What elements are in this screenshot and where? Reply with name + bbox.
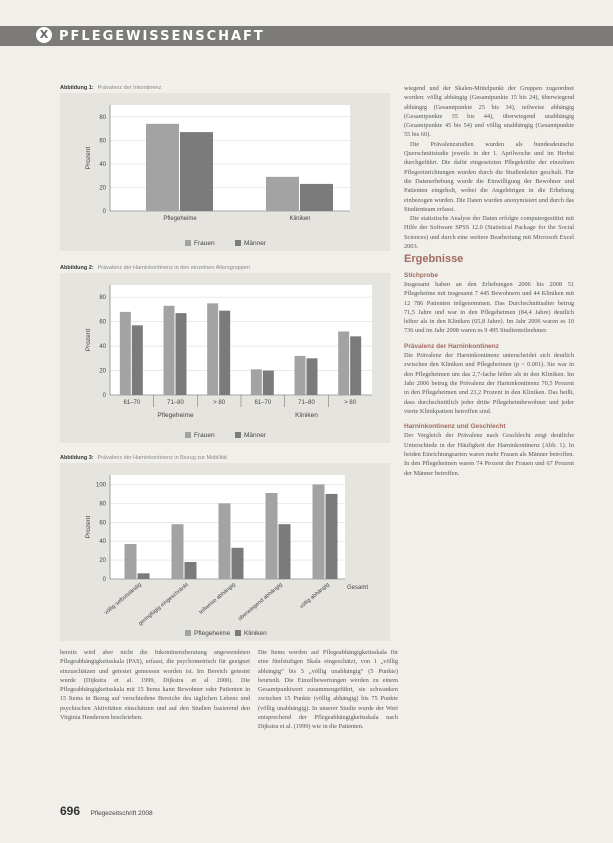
figure-1-caption: Abbildung 1: Prävalenz der Inkontinenz xyxy=(60,85,162,91)
x-tick-label: > 80 xyxy=(344,400,357,406)
y-axis-label: Prozent xyxy=(85,146,92,170)
y-tick-label: 80 xyxy=(99,501,106,508)
y-axis-label: Prozent xyxy=(85,328,92,352)
legend-swatch xyxy=(235,240,241,246)
bar xyxy=(172,524,184,579)
x-tick-label: geringfügig eingeschränkt xyxy=(137,581,190,628)
bar xyxy=(295,356,306,395)
legend-label: Pflegeheime xyxy=(194,630,231,637)
figure-3-chart xyxy=(60,463,390,641)
y-tick-label: 40 xyxy=(99,161,106,168)
paragraph: bereits wird aber nicht die Inkontinenzberatung angewendeten Pflegeabhängigkeitsskala (PAS), erfasst, die psychometrisch für geeignet einzuschätzen und getestet gemessen worden ist. Im Bereich getestet wurde (Dijkstra et al. 1999, Dijkstra et al 2000). Die Pflegeabhängigkeitsskala mit 15 Items kann Bewohner oder Patienten in 15 Items in Bezug auf verschiedene Bereiche des täglichen Lebens und psychischen Aktivitäten einschätzen und auf den Studien basierend den Virginia Henderson beschrieben. xyxy=(60,649,250,722)
x-tick-label: völlig selbstständig xyxy=(103,581,143,617)
journal-header xyxy=(0,22,613,48)
y-tick-label: 60 xyxy=(99,520,106,527)
y-tick-label: 40 xyxy=(99,344,106,351)
group-label: Kliniken xyxy=(295,412,318,419)
figure-3 xyxy=(60,455,390,640)
x-tick-label: 61–70 xyxy=(254,400,272,406)
figure-1 xyxy=(60,85,390,251)
paragraph: Insgesamt haben an den Erhebungen 2006 bis 2008 51 Pflegeheime mit insgesamt 7 445 Bewohnern und 44 Kliniken mit 12 786 Patienten teilgenommen. Das Durchschnittsalter betrug 71,5 Jahre und war in den Pflegeheimen (84,4 Jahre) deutlich höher als in den Kliniken (65,8 Jahre). Im Jahr 2006 waren es 10 736 und im Jahr 2008 waren es 9 495 Studienteilnehmer. xyxy=(404,280,574,335)
bar xyxy=(219,311,230,395)
figure-3-caption: Abbildung 3: Prävalenz der Harninkontinenz in Bezug zur Mobilität xyxy=(60,455,227,461)
paragraph: Die statistische Analyse der Daten erfolgte computergestützt mit Hilfe der Software SPSS 12.0 (Statistical Package for the Social Sciences) und durch eine weitere Bearbeitung mit Microsoft Excel 2003. xyxy=(404,215,574,251)
x-tick-label: > 80 xyxy=(213,400,226,406)
x-tick-label: 71–80 xyxy=(167,400,184,406)
y-tick-label: 100 xyxy=(95,482,106,489)
x-logo-icon: X xyxy=(36,27,52,43)
subheading: Stichprobe xyxy=(404,271,438,279)
bar xyxy=(300,184,333,211)
bar xyxy=(232,548,244,579)
x-tick-label: überwiegend abhängig xyxy=(237,581,284,623)
x-tick-label: 61–70 xyxy=(123,400,141,406)
y-tick-label: 0 xyxy=(102,209,106,215)
paragraph: wiegend und der Skalen-Mittelpunkt der Gruppen zugeordnet worden: völlig abhängig (Gesamtpunkte 15 bis 24), überwiegend abhängig (Gesamtpunkte 25 bis 34), teilweise abhängig (Gesamtpunkte 35 bis 44), überwiegend unabhängig (Gesamtpunkte 45 bis 54) und völlig unabhängig (Gesamtpunkte 55 bis 60). xyxy=(404,85,574,139)
bar xyxy=(207,303,218,395)
subheading: Prävalenz der Harninkontinenz xyxy=(404,342,499,350)
y-tick-label: 0 xyxy=(102,393,106,399)
right-column xyxy=(404,84,574,478)
paragraph: Die Prävalenz der Harninkontinenz unterscheidet sich deutlich zwischen den Kliniken und Pflegeheimen (p < 0.001). Sie war in den Pflegeheimen um das 2,7-fache höher als in den Kliniken. Im Jahr 2006 betrug die Prävalenz der Harninkontinenz 70,5 Prozent in den Pflegeheimen und 23,2 Prozent in den Kliniken. Das heißt, dass durchschnittlich jeder dritte Pflegeheimbewohner und jeder vierte Klinikpatient betroffen sind. xyxy=(404,352,574,415)
bar xyxy=(279,524,291,579)
x-extra-label: Gesamt xyxy=(347,585,369,591)
bar xyxy=(138,573,150,579)
figure-2-caption: Abbildung 2: Prävalenz der Harninkontinenz in den einzelnen Altersgruppen xyxy=(60,265,250,271)
x-tick-label: teilweise abhängig xyxy=(198,581,237,616)
x-tick-label: Pflegeheime xyxy=(163,216,197,222)
figure-2 xyxy=(60,265,390,443)
legend-label: Frauen xyxy=(194,432,215,439)
legend-swatch xyxy=(235,630,241,636)
legend-label: Männer xyxy=(244,240,267,247)
subheading: Harninkontinenz und Geschlecht xyxy=(404,423,506,431)
bar xyxy=(338,331,349,395)
bar xyxy=(266,177,299,211)
bar xyxy=(120,312,131,395)
y-tick-label: 20 xyxy=(99,185,106,192)
y-tick-label: 20 xyxy=(99,368,106,375)
legend-label: Frauen xyxy=(194,240,215,247)
journal-name: Pflegezeitschrift 2008 xyxy=(90,810,153,817)
y-axis-label: Prozent xyxy=(85,515,92,539)
legend-label: Männer xyxy=(244,432,267,439)
section-heading: Ergebnisse xyxy=(404,253,464,266)
figure-1-chart xyxy=(60,93,390,251)
bar xyxy=(350,336,361,395)
legend-swatch xyxy=(185,432,191,438)
bottom-middle-column xyxy=(258,648,398,732)
bar xyxy=(185,562,197,579)
bar xyxy=(180,132,213,211)
y-tick-label: 0 xyxy=(102,577,106,583)
bar xyxy=(132,325,143,395)
bar xyxy=(307,358,318,395)
x-tick-label: Kliniken xyxy=(289,216,311,222)
page-number: 696 xyxy=(60,804,81,818)
group-label: Pflegeheime xyxy=(157,412,194,419)
x-tick-label: völlig abhängig xyxy=(298,581,331,611)
bar xyxy=(146,124,179,211)
section-title: PFLEGEWISSENSCHAFT xyxy=(59,29,265,44)
x-tick-label: 71–80 xyxy=(298,400,315,406)
y-tick-label: 80 xyxy=(99,114,106,121)
legend-swatch xyxy=(185,240,191,246)
page-footer xyxy=(60,802,153,820)
plot-area xyxy=(110,285,372,395)
y-tick-label: 40 xyxy=(99,539,106,546)
paragraph: Die Items werden auf Pflegeabhängigkeitsskala für eine fünfstufigen Skala eingeschätzt, von 1 „völlig abhängig“ bis 5 „völlig unabhängig“ (5 Punkte) beurteilt. Die Einzelbewertungen werden zu einem Gesamtpunktwert zusammengeführt, sie schwanken zwischen 15 Punkte (völlig abhängig) bis 75 Punkte (völlig unabhängig). In unserer Studie wurde der Wert entsprechend der Pflegeabhängigkeitsskala nach Dijkstra et al. (1999) wie in die Patienten. xyxy=(258,649,398,731)
legend-swatch xyxy=(235,432,241,438)
paragraph: Der Vergleich der Prävalenz nach Geschlecht zeigt deutliche Unterschiede in der Häufigkeit der Harninkontinenz (Abb. 1). In beiden Einrichtungsarten waren mehr Frauen als Männer betroffen. In den Pflegeheimen waren 74 Prozent der Frauen und 67 Prozent der Männer betroffen. xyxy=(404,432,574,477)
bar xyxy=(125,544,137,579)
y-tick-label: 60 xyxy=(99,138,106,145)
figure-2-chart xyxy=(60,273,390,443)
bar xyxy=(326,494,338,579)
bar xyxy=(219,503,231,579)
legend-label: Kliniken xyxy=(244,630,267,637)
bar xyxy=(251,369,262,395)
bottom-left-column xyxy=(60,648,250,722)
bar xyxy=(263,371,274,395)
bar xyxy=(176,313,187,395)
paragraph: Die Prävalenzstudien wurden als bundesdeutsche Querschnittstudie jeweils in der 1. Aprilwoche und im Herbst durchgeführt. Die dafür eingesetzten Pflegekräfte der einzelnen Pflegeeinrichtungen wurden durch die Studienleiter geschult. Für die Datenerhebung wurde die Einwilligung der Bewohner und Patienten eingeholt, wobei die Angehörigen in die Erhebung einbezogen wurden. Die Daten wurden anonymisiert und durch das Studienteam erfasst. xyxy=(404,140,574,213)
y-tick-label: 20 xyxy=(99,558,106,565)
y-tick-label: 60 xyxy=(99,319,106,326)
bar xyxy=(313,484,325,579)
bar xyxy=(164,306,175,395)
y-tick-label: 80 xyxy=(99,295,106,302)
legend-swatch xyxy=(185,630,191,636)
bar xyxy=(266,493,278,579)
